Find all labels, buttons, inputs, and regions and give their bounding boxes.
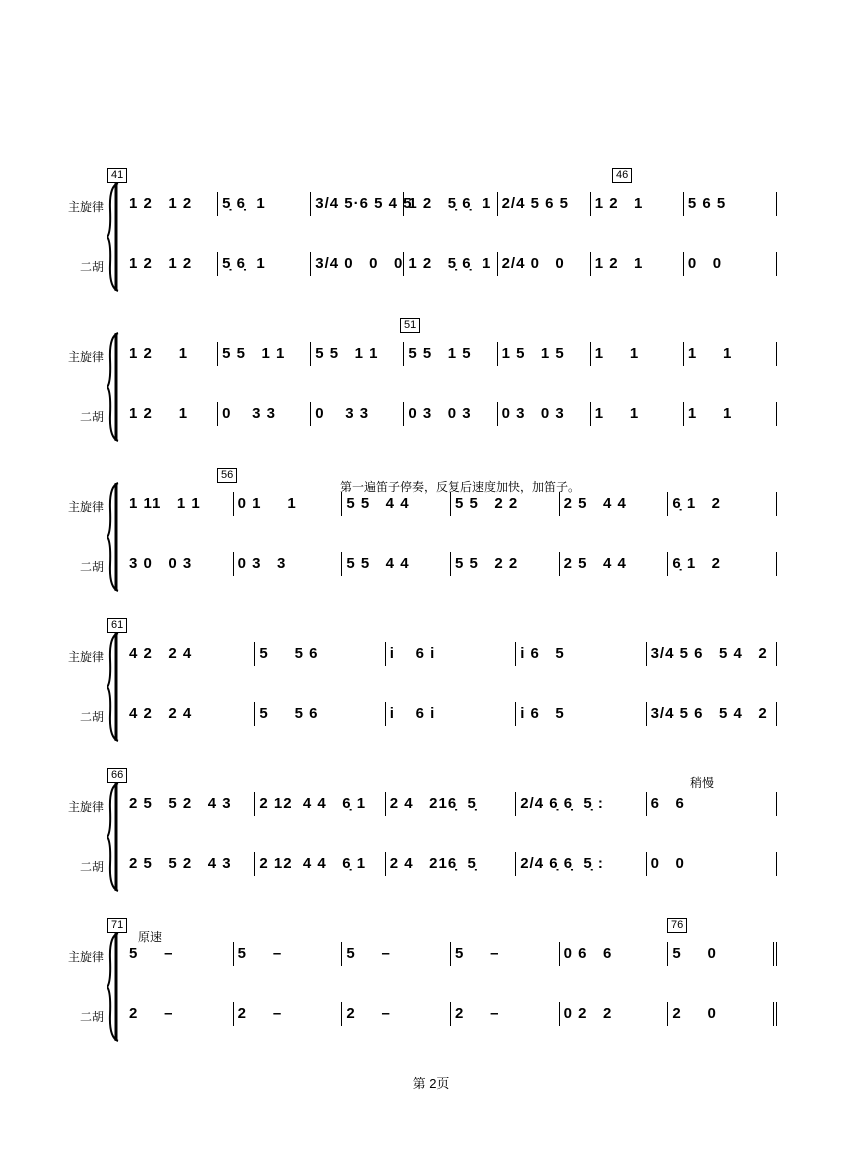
measure — [234, 552, 343, 576]
measure-notes: 5 – — [455, 945, 500, 962]
measure-notes: i 6 i — [389, 645, 436, 662]
measure — [684, 252, 777, 276]
measure — [125, 192, 218, 216]
staff-row-erhu — [125, 702, 785, 726]
measure — [311, 342, 404, 366]
measure-notes: 2 – — [346, 1005, 391, 1022]
score-system — [0, 168, 862, 278]
measure — [125, 552, 234, 576]
part-label-erhu: 二胡 — [79, 860, 104, 874]
system-brace — [107, 932, 119, 1042]
measure — [404, 252, 497, 276]
part-label-melody: 主旋律 — [67, 200, 104, 214]
measure — [218, 252, 311, 276]
part-label-erhu: 二胡 — [79, 260, 104, 274]
measure — [451, 552, 560, 576]
part-label-erhu: 二胡 — [79, 710, 104, 724]
measure — [516, 792, 646, 816]
measure-notes: 2 – — [129, 1005, 174, 1022]
measure-notes: 2 12 4 4 6̣ 1 — [259, 795, 367, 812]
measure — [560, 552, 669, 576]
measure — [684, 342, 777, 366]
rehearsal-mark: 41 — [107, 168, 127, 183]
rehearsal-mark: 46 — [612, 168, 632, 183]
score-system — [0, 468, 862, 578]
staff-row-melody — [125, 792, 785, 816]
staff-row-melody — [125, 942, 785, 966]
measure — [647, 792, 777, 816]
measure — [125, 342, 218, 366]
measure — [218, 402, 311, 426]
measure-notes: 5 5 1 1 — [315, 345, 379, 362]
measure — [311, 402, 404, 426]
measure-notes: 2/4 5 6 5 — [501, 195, 569, 212]
measure-notes: 1 11 1 1 — [129, 495, 201, 512]
measure-notes: 5 – — [346, 945, 391, 962]
measure — [404, 402, 497, 426]
measure-notes: 3 0 0 3 — [129, 555, 193, 572]
measure-notes: 2 5 5 2 4 3 — [129, 795, 232, 812]
measure — [498, 252, 591, 276]
measure-notes: 5 – — [129, 945, 174, 962]
measure — [125, 1002, 234, 1026]
measure-notes: 1 2 1 — [129, 405, 189, 422]
measure-notes: 1 2 1 — [594, 255, 644, 272]
measure — [125, 792, 255, 816]
measure-notes: 5 5 1 5 — [408, 345, 472, 362]
measure — [255, 642, 385, 666]
part-label-erhu: 二胡 — [79, 410, 104, 424]
measure-notes: 0 3 3 — [315, 405, 370, 422]
system-brace — [107, 182, 119, 292]
measure-notes: 6̣ 1 2 — [672, 495, 722, 512]
measure-notes: i 6 i — [389, 705, 436, 722]
measure — [125, 492, 234, 516]
measure — [516, 642, 646, 666]
measure — [668, 1002, 777, 1026]
measure — [125, 702, 255, 726]
measure-notes: 5 6 5 — [687, 195, 727, 212]
measure-notes: 3/4 5·6 5 4 5 — [315, 195, 413, 212]
performance-annotation: 稍慢 — [690, 776, 715, 790]
measure-notes: 5 5 6 — [259, 645, 319, 662]
measure — [647, 852, 777, 876]
measure-notes: 5 5 4 4 — [346, 495, 410, 512]
measure — [668, 942, 777, 966]
page-number: 第 2页 — [412, 1076, 450, 1091]
measure-notes: i 6 5 — [520, 645, 565, 662]
measure — [516, 702, 646, 726]
measure-notes: 2 5 5 2 4 3 — [129, 855, 232, 872]
score-system — [0, 768, 862, 878]
measure-notes: 2/4 0 0 — [501, 255, 565, 272]
measure-notes: 6 6 — [650, 795, 685, 812]
measure — [342, 552, 451, 576]
measure — [125, 642, 255, 666]
measure — [560, 942, 669, 966]
rehearsal-mark: 71 — [107, 918, 127, 933]
measure-notes: 5 5 6 — [259, 705, 319, 722]
measure — [386, 642, 516, 666]
performance-annotation: 第一遍笛子停奏，反复后速度加快，加笛子。 — [340, 480, 581, 494]
measure-notes: 1 5 1 5 — [501, 345, 565, 362]
staff-row-melody — [125, 342, 785, 366]
measure — [125, 852, 255, 876]
part-label-melody: 主旋律 — [67, 950, 104, 964]
measure — [647, 642, 777, 666]
measure-notes: 1 1 — [687, 405, 733, 422]
measure-notes: 5 5 1 1 — [222, 345, 286, 362]
measure — [451, 492, 560, 516]
measure — [404, 192, 497, 216]
measure — [234, 1002, 343, 1026]
staff-row-erhu — [125, 252, 785, 276]
measure — [386, 852, 516, 876]
measure-notes: 2 – — [237, 1005, 283, 1022]
staff-row-erhu — [125, 1002, 785, 1026]
measure-notes: 5̣ 6̣ 1 — [222, 195, 266, 212]
measure-notes: 2/4 6̣ 6̣ 5̣ : — [520, 795, 604, 812]
measure — [218, 192, 311, 216]
measure — [311, 252, 404, 276]
measure — [125, 402, 218, 426]
measure — [591, 342, 684, 366]
part-label-melody: 主旋律 — [67, 350, 104, 364]
measure — [560, 1002, 669, 1026]
measure — [386, 792, 516, 816]
staff-row-melody — [125, 192, 785, 216]
measure-notes: 5 5 2 2 — [455, 555, 519, 572]
system-brace — [107, 482, 119, 592]
system-brace — [107, 632, 119, 742]
measure-notes: 5 5 2 2 — [455, 495, 519, 512]
measure-notes: 2 12 4 4 6̣ 1 — [259, 855, 367, 872]
staff-row-erhu — [125, 402, 785, 426]
measure-notes: 1 2 1 2 — [129, 255, 193, 272]
measure — [234, 492, 343, 516]
measure — [668, 492, 777, 516]
staff-row-erhu — [125, 852, 785, 876]
measure — [516, 852, 646, 876]
measure-notes: 0 2 2 — [563, 1005, 613, 1022]
measure-notes: 0 6 6 — [563, 945, 613, 962]
measure — [498, 192, 591, 216]
rehearsal-mark: 66 — [107, 768, 127, 783]
measure-notes: 2 4 216̣ 5̣ — [389, 795, 477, 812]
measure — [591, 192, 684, 216]
measure-notes: 0 0 — [687, 255, 723, 272]
measure — [451, 1002, 560, 1026]
measure — [234, 942, 343, 966]
measure-notes: 5 0 — [672, 945, 717, 962]
rehearsal-mark: 61 — [107, 618, 127, 633]
measure — [255, 702, 385, 726]
measure — [684, 402, 777, 426]
part-label-melody: 主旋律 — [67, 500, 104, 514]
measure — [404, 342, 497, 366]
measure — [498, 342, 591, 366]
rehearsal-mark: 76 — [667, 918, 687, 933]
measure-notes: 1 2 1 — [129, 345, 189, 362]
measure — [386, 702, 516, 726]
measure-notes: 0 1 1 — [237, 495, 297, 512]
measure — [125, 252, 218, 276]
measure — [560, 492, 669, 516]
measure — [342, 942, 451, 966]
rehearsal-mark: 56 — [217, 468, 237, 483]
part-label-erhu: 二胡 — [79, 1010, 104, 1024]
staff-row-melody — [125, 642, 785, 666]
measure — [125, 942, 234, 966]
measure — [451, 942, 560, 966]
staff-row-melody — [125, 492, 785, 516]
measure-notes: 5 – — [237, 945, 283, 962]
measure-notes: 2 0 — [672, 1005, 717, 1022]
measure — [342, 492, 451, 516]
measure — [218, 342, 311, 366]
score-system — [0, 618, 862, 728]
measure — [498, 402, 591, 426]
measure-notes: 2 5 4 4 — [563, 555, 627, 572]
measure — [255, 792, 385, 816]
measure — [591, 402, 684, 426]
performance-annotation: 原速 — [138, 930, 163, 944]
system-brace — [107, 332, 119, 442]
measure — [668, 552, 777, 576]
measure-notes: 2 5 4 4 — [563, 495, 627, 512]
measure-notes: 1 2 1 — [594, 195, 644, 212]
score-system — [0, 318, 862, 428]
measure-notes: 0 3 3 — [222, 405, 277, 422]
measure-notes: 5̣ 6̣ 1 — [222, 255, 266, 272]
measure-notes: 0 0 — [650, 855, 685, 872]
measure — [684, 192, 777, 216]
part-label-melody: 主旋律 — [67, 800, 104, 814]
measure-notes: 1 2 1 2 — [129, 195, 193, 212]
measure-notes: 1 1 — [594, 405, 640, 422]
measure-notes: 2 4 216̣ 5̣ — [389, 855, 477, 872]
score-system — [0, 918, 862, 1028]
measure-notes: 6̣ 1 2 — [672, 555, 722, 572]
measure-notes: 4 2 2 4 — [129, 705, 193, 722]
measure — [311, 192, 413, 216]
measure-notes: 1 2 5̣ 6̣ 1 — [408, 255, 492, 272]
system-brace — [107, 782, 119, 892]
measure-notes: 3/4 5 6 5 4 2 — [650, 645, 768, 662]
rehearsal-mark: 51 — [400, 318, 420, 333]
measure-notes: 4 2 2 4 — [129, 645, 193, 662]
part-label-erhu: 二胡 — [79, 560, 104, 574]
measure-notes: 5 5 4 4 — [346, 555, 410, 572]
measure-notes: 0 3 3 — [237, 555, 287, 572]
measure-notes: i 6 5 — [520, 705, 565, 722]
measure-notes: 1 1 — [594, 345, 640, 362]
measure-notes: 3/4 0 0 0 — [315, 255, 404, 272]
measure — [342, 1002, 451, 1026]
measure-notes: 0 3 0 3 — [501, 405, 565, 422]
measure-notes: 2/4 6̣ 6̣ 5̣ : — [520, 855, 604, 872]
measure — [591, 252, 684, 276]
staff-row-erhu — [125, 552, 785, 576]
measure-notes: 1 2 5̣ 6̣ 1 — [408, 195, 492, 212]
part-label-melody: 主旋律 — [67, 650, 104, 664]
measure — [255, 852, 385, 876]
measure-notes: 1 1 — [687, 345, 733, 362]
measure-notes: 3/4 5 6 5 4 2 — [650, 705, 768, 722]
measure-notes: 0 3 0 3 — [408, 405, 472, 422]
measure — [647, 702, 777, 726]
measure-notes: 2 – — [455, 1005, 500, 1022]
